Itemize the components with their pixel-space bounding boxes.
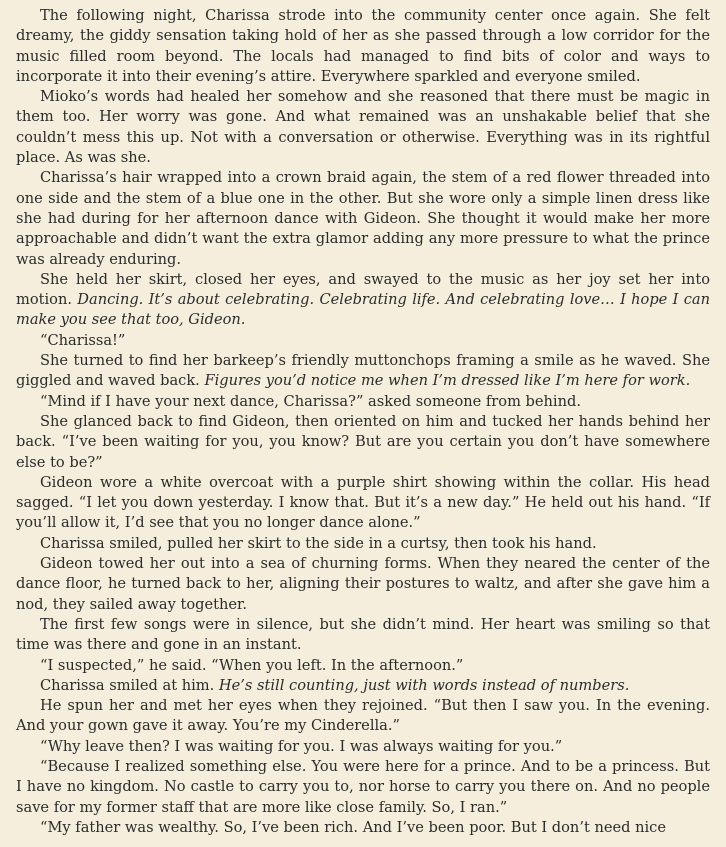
- paragraph: [16, 351, 710, 392]
- paragraph: [16, 757, 710, 818]
- paragraph: [16, 554, 710, 615]
- paragraph: [16, 168, 710, 269]
- paragraph: [16, 615, 710, 656]
- paragraph: [16, 818, 710, 838]
- text-run: “I suspected,” he said. “When you left. In the afternoon.”: [40, 656, 464, 674]
- text-run: The first few songs were in silence, but she didn’t mind. Her heart was smiling so that time was there and gone in an instant.: [16, 615, 710, 654]
- text-run: She glanced back to find Gideon, then oriented on him and tucked her hands behind her back. “I’ve been waiting for you, you know? But are you certain you don’t have somewhere else to be?”: [16, 412, 710, 471]
- paragraph: [16, 534, 710, 554]
- paragraph: [16, 737, 710, 757]
- paragraph: [16, 87, 710, 168]
- paragraph: [16, 331, 710, 351]
- paragraph: [16, 6, 710, 87]
- paragraph: [16, 392, 710, 412]
- text-run: Gideon towed her out into a sea of churning forms. When they neared the center of the dance floor, he turned back to her, aligning their postures to waltz, and after she gave him a nod, they sailed away together.: [16, 555, 710, 613]
- text-run: She turned to find her barkeep’s friendly muttonchops framing a smile as he waved. She giggled and waved back.: [16, 352, 710, 390]
- text-run: Gideon wore a white overcoat with a purple shirt showing within the collar. His head sagged. “I let you down yesterday. I know that. But it’s a new day.” He held out his hand. “If you’ll allow it, I’d see that you no longer dance alone.”: [16, 473, 710, 532]
- text-run: “My father was wealthy. So, I’ve been rich. And I’ve been poor. But I don’t need nice: [40, 818, 666, 836]
- text-run: “Mind if I have your next dance, Charissa?” asked someone from behind.: [40, 392, 581, 410]
- italic-text-run: Dancing. It’s about celebrating. Celebrating life. And celebrating love… I hope I can make you see that too, Gideon.: [16, 291, 710, 329]
- paragraph: [16, 270, 710, 331]
- paragraph: [16, 656, 710, 676]
- italic-text-run: He’s still counting, just with words instead of numbers.: [218, 676, 630, 694]
- text-run: “Charissa!”: [40, 331, 126, 349]
- text-run: Charissa smiled at him.: [40, 676, 219, 694]
- text-run: Mioko’s words had healed her somehow and she reasoned that there must be magic in them too. Her worry was gone. And what remained was an unshakable belief that she couldn’t mess this up. Not with a conversation or otherwise. Everything was in its rightful place. As was she.: [16, 88, 710, 167]
- text-run: “Why leave then? I was waiting for you. I was always waiting for you.”: [40, 737, 563, 755]
- paragraph: [16, 696, 710, 737]
- italic-text-run: Figures you’d notice me when I’m dressed like I’m here for work.: [204, 372, 691, 390]
- text-run: “Because I realized something else. You were here for a prince. And to be a princess. But I have no kingdom. No castle to carry you to, nor horse to carry you there on. And no people save for my former staff that are more like close family. So, I ran.”: [16, 757, 710, 816]
- paragraph: [16, 676, 710, 696]
- text-run: Charissa smiled, pulled her skirt to the side in a curtsy, then took his hand.: [40, 534, 597, 552]
- paragraph: [16, 473, 710, 534]
- text-run: She held her skirt, closed her eyes, and swayed to the music as her joy set her into motion.: [16, 270, 710, 309]
- text-run: The following night, Charissa strode into the community center once again. She felt dreamy, the giddy sensation taking hold of her as she passed through a low corridor for the music filled room beyond. The locals had managed to find bits of color and ways to incorporate it into their evening’s attire. Everywhere sparkled and everyone smiled.: [16, 7, 710, 85]
- paragraph: [16, 412, 710, 473]
- text-run: Charissa’s hair wrapped into a crown braid again, the stem of a red flower threaded into one side and the stem of a blue one in the other. But she wore only a simple linen dress like she had during for her afternoon dance with Gideon. She thought it would make her more approachable and didn’t want the extra glamor adding any more pressure to what the prince was already enduring.: [16, 169, 710, 268]
- text-run: He spun her and met her eyes when they rejoined. “But then I saw you. In the evening. And your gown gave it away. You’re my Cinderella.”: [16, 697, 710, 735]
